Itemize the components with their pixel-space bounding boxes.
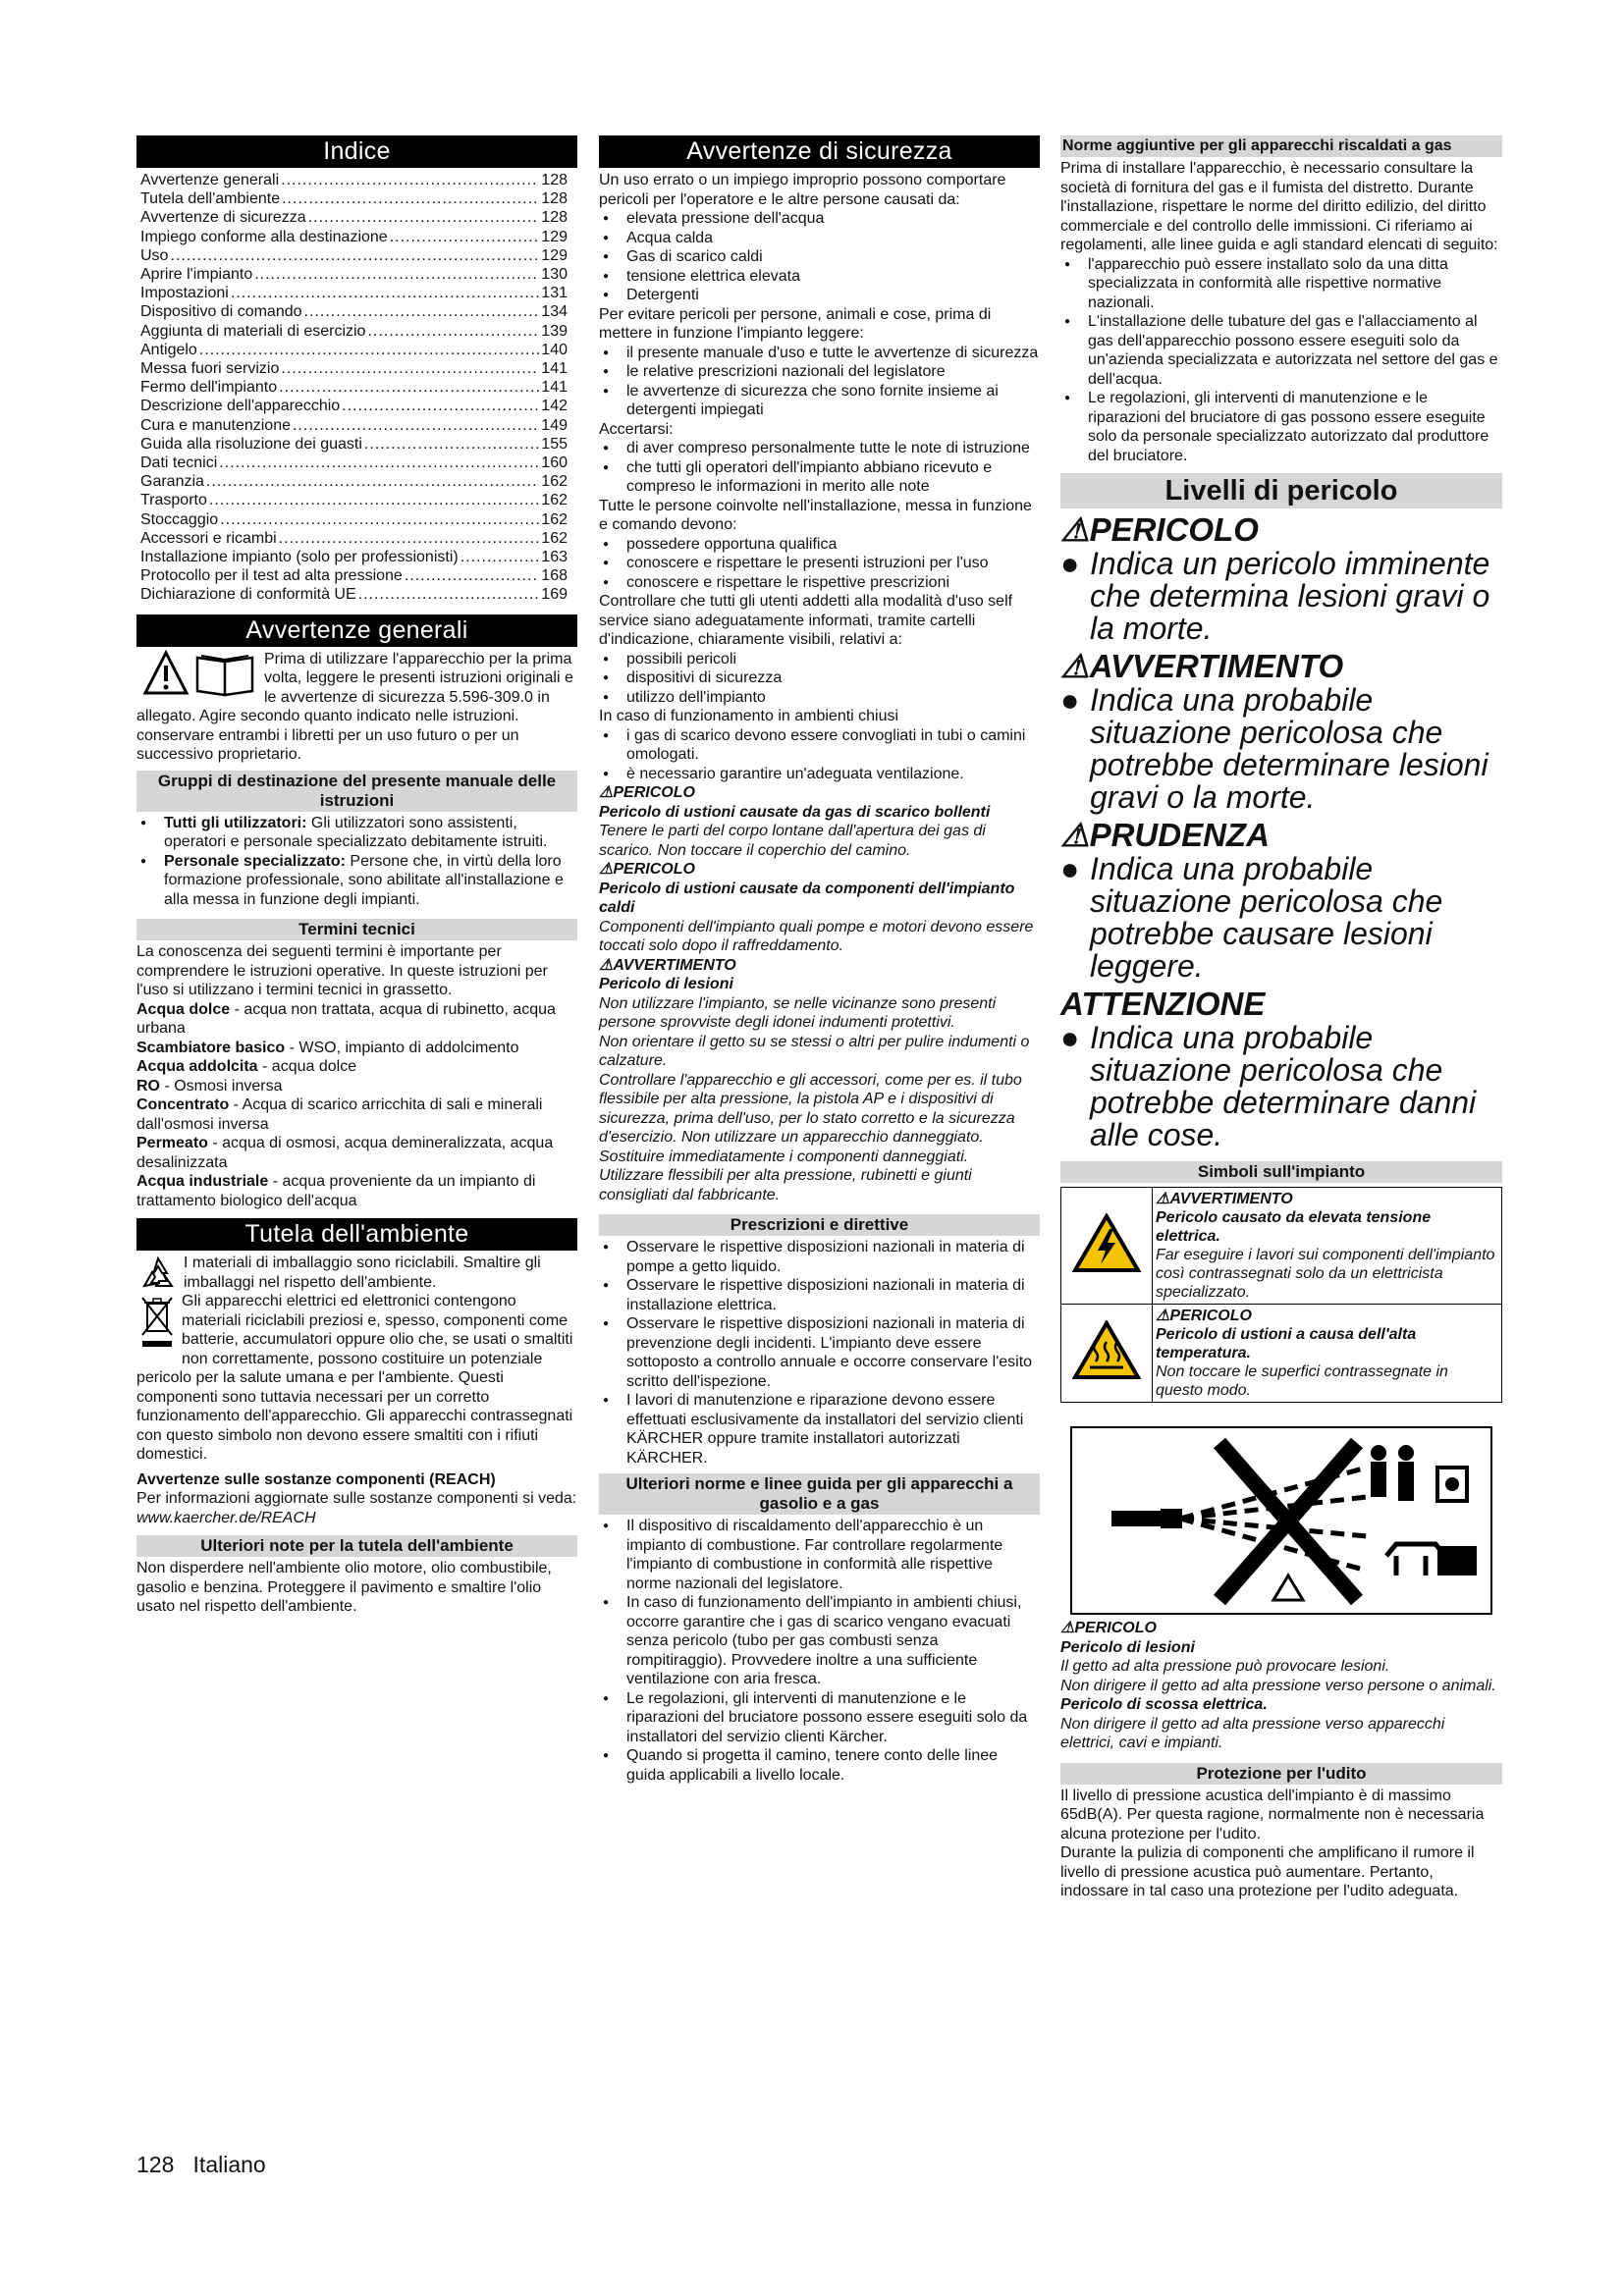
toc-entry-title: Garanzia — [140, 473, 204, 491]
toc-entry[interactable] — [136, 566, 577, 585]
control-list — [599, 650, 1040, 708]
list-item: ● Acqua calda — [599, 229, 1040, 248]
pict-text-2: Non dirigere il getto ad alta pressione verso persone o animali. — [1060, 1677, 1496, 1694]
toc-entry-title: Avvertenze di sicurezza — [140, 209, 306, 227]
level-1-text: ● Indica un pericolo imminente che determina lesioni gravi o la morte. — [1060, 548, 1502, 645]
levels-title: Livelli di pericolo — [1060, 473, 1502, 508]
toc-entry-page: 169 — [541, 586, 568, 604]
warning-3-title: Pericolo di lesioni — [599, 976, 733, 992]
crossed-bin-icon — [140, 1294, 174, 1351]
pictogram-no-spray — [1070, 1426, 1492, 1615]
toc-leader — [281, 359, 539, 378]
reach-link[interactable]: www.kaercher.de/REACH — [136, 1509, 316, 1526]
toc-entry-page: 142 — [541, 398, 568, 415]
toc-entry[interactable] — [136, 585, 577, 604]
level-3-label: ⚠PRUDENZA — [1060, 817, 1270, 853]
toc-leader — [405, 566, 539, 585]
toc-entry[interactable] — [136, 397, 577, 415]
control-intro: Controllare che tutti gli utenti addetti alla modalità d'uso self service siano adeguatamente informati, tramite cartelli d'indicazione, chiaramente visibili, relativi a: — [599, 593, 1013, 648]
toc-entry[interactable] — [136, 510, 577, 529]
toc-entry-page: 140 — [541, 341, 568, 358]
term-entry: Concentrato - Acqua di scarico arricchita di sali e minerali dall'osmosi inversa — [136, 1096, 543, 1133]
avoid-intro: Per evitare pericoli per persone, animali e cose, prima di mettere in funzione l'impianto leggere: — [599, 305, 992, 342]
list-item: ● le avvertenze di sicurezza che sono fornite insieme ai detergenti impiegati — [599, 382, 1040, 420]
high-voltage-icon — [1072, 1213, 1141, 1274]
toc-leader — [170, 246, 539, 265]
env-electronics: Gli apparecchi elettrici ed elettronici contengono materiali riciclabili preziosi e, spesso, componenti come batterie, accumulatori oppure olio che, se usati o smaltiti non correttamente, possono costituire un potenziale pericolo per la salute umana e per l'ambiente. Questi componenti sono tuttavia necessari per un corretto funzionamento dell'apparecchio. Gli apparecchi contrassegnati con questo simbolo non devono essere smaltiti con i rifiuti domestici. — [136, 1293, 573, 1464]
env-more-title: Ulteriori note per la tutela dell'ambiente — [136, 1535, 577, 1557]
toc-entry[interactable] — [136, 246, 577, 265]
hot-surface-icon — [1072, 1320, 1141, 1381]
warning-1-label: ⚠PERICOLO — [599, 784, 695, 801]
toc-leader — [279, 378, 539, 397]
term-entry: Acqua industriale - acqua proveniente da un impianto di trattamento biologico dell'acqua — [136, 1173, 536, 1209]
symbol-1-label: ⚠AVVERTIMENTO — [1156, 1191, 1293, 1207]
list-item: ● Gas di scarico caldi — [599, 247, 1040, 267]
symbol-2-title: Pericolo di ustioni a causa dell'alta temperatura. — [1156, 1326, 1417, 1362]
warning-3-text-2: Non orientare il getto su se stessi o altri per pulire indumenti o calzature. — [599, 1033, 1030, 1069]
toc-leader — [219, 454, 539, 472]
oil-title: Ulteriori norme e linee guida per gli apparecchi a gasolio e a gas — [599, 1473, 1040, 1515]
toc-entry-title: Avvertenze generali — [140, 172, 280, 188]
toc-entry[interactable] — [136, 472, 577, 491]
toc-leader — [364, 435, 539, 454]
list-item: ● l'apparecchio può essere installato solo da una ditta specializzata in conformità alle rispettive normative nazionali. — [1060, 255, 1502, 313]
toc-entry-page: 162 — [541, 529, 568, 547]
column-1 — [136, 135, 577, 1617]
toc-entry-page: 128 — [541, 190, 568, 208]
list-item: ● Le regolazioni, gli interventi di manutenzione e le riparazioni del bruciatore possono essere eseguiti solo da installatori del servizio clienti Kärcher. — [599, 1689, 1040, 1747]
toc-entry-title: Installazione impianto (solo per professionisti) — [140, 549, 459, 566]
term-entry: Acqua addolcita - acqua dolce — [136, 1058, 357, 1076]
toc-leader — [231, 284, 539, 302]
toc-entry-page: 155 — [541, 435, 568, 453]
toc-entry[interactable] — [136, 359, 577, 378]
toc-entry-title: Dispositivo di comando — [140, 303, 302, 321]
symbol-1-title: Pericolo causato da elevata tensione elettrica. — [1156, 1209, 1432, 1245]
toc-entry[interactable] — [136, 228, 577, 246]
toc-entry-title: Tutela dell'ambiente — [140, 190, 281, 208]
closed-intro: In caso di funzionamento in ambienti chiusi — [599, 708, 899, 724]
toc-entry-title: Impiego conforme alla destinazione — [140, 228, 388, 245]
column-3 — [1060, 135, 1502, 1901]
toc-entry-page: 162 — [541, 510, 568, 528]
toc-entry[interactable] — [136, 265, 577, 284]
toc-entry-title: Descrizione dell'apparecchio — [140, 398, 341, 415]
toc-leader — [460, 548, 540, 566]
toc-leader — [293, 416, 539, 435]
gas-intro: Prima di installare l'apparecchio, è necessario consultare la società di fornitura del gas e il fumista del distretto. Durante l'installazione, rispettare le norme del diritto edilizio, del diritto commerciale e del controllo delle immissioni. Ci riferiamo ai regolamenti, alle linee guida e agli standard elencati di seguito: — [1060, 160, 1498, 253]
level-1-label: ⚠PERICOLO — [1060, 511, 1259, 548]
toc-entry-page: 128 — [541, 172, 568, 188]
toc-leader — [342, 397, 539, 415]
warning-1-text: Tenere le parti del corpo lontane dall'apertura dei gas di scarico. Non toccare il coperchio del camino. — [599, 823, 986, 859]
ensure-intro: Accertarsi: — [599, 420, 674, 438]
toc-entry-page: 129 — [541, 246, 568, 264]
toc-entry[interactable] — [136, 189, 577, 208]
toc-leader — [206, 472, 539, 491]
toc-entry[interactable] — [136, 208, 577, 227]
list-item: ● il presente manuale d'uso e tutte le avvertenze di sicurezza — [599, 344, 1040, 363]
list-item: ● Tutti gli utilizzatori: Gli utilizzatori sono assistenti, operatori e personale specializzato debitamente istruiti. — [136, 814, 577, 852]
term-entry: Acqua dolce - acqua non trattata, acqua di rubinetto, acqua urbana — [136, 1000, 556, 1038]
toc-entry-page: 168 — [541, 567, 568, 585]
toc-entry-page: 128 — [541, 209, 568, 227]
warning-1-title: Pericolo di ustioni causate da gas di scarico bollenti — [599, 803, 991, 821]
list-item: ● le relative prescrizioni nazionali del legislatore — [599, 362, 1040, 382]
toc-leader — [304, 302, 540, 321]
no-spray-pictogram-icon — [1072, 1428, 1490, 1609]
gas-title: Norme aggiuntive per gli apparecchi riscaldati a gas — [1060, 135, 1502, 157]
list-item: ● è necessario garantire un'adeguata ventilazione. — [599, 765, 1040, 784]
term-entry: RO - Osmosi inversa — [136, 1077, 283, 1095]
toc-entry-page: 129 — [541, 228, 568, 245]
toc-leader — [358, 585, 540, 604]
toc-entry-page: 162 — [541, 492, 568, 509]
toc-entry-page: 160 — [541, 454, 568, 472]
list-item: ● di aver compreso personalmente tutte le note di istruzione — [599, 439, 1040, 458]
warning-2-text: Componenti dell'impianto quali pompe e motori devono essere toccati solo dopo il raffreddamento. — [599, 918, 1034, 954]
persons-list — [599, 535, 1040, 593]
safety-intro: Un uso errato o un impiego improprio possono comportare pericoli per l'operatore e le altre persone causati da: — [599, 172, 1006, 208]
level-3-text: ● Indica una probabile situazione pericolosa che potrebbe causare lesioni leggere. — [1060, 853, 1502, 983]
level-2-text: ● Indica una probabile situazione pericolosa che potrebbe determinare lesioni gravi o la morte. — [1060, 684, 1502, 814]
level-4-label: ATTENZIONE — [1060, 986, 1266, 1022]
list-item: ● possibili pericoli — [599, 650, 1040, 669]
list-item: ● elevata pressione dell'acqua — [599, 209, 1040, 229]
terms-intro: La conoscenza dei seguenti termini è importante per comprendere le istruzioni operative. In queste istruzioni per l'uso si utilizzano i termini tecnici in grassetto. — [136, 943, 548, 999]
term-entry: Scambiatore basico - WSO, impianto di addolcimento — [136, 1039, 519, 1056]
list-item: ● conoscere e rispettare le rispettive prescrizioni — [599, 573, 1040, 593]
level-4-text: ● Indica una probabile situazione pericolosa che potrebbe determinare danni alle cose. — [1060, 1022, 1502, 1151]
list-item: ● Le regolazioni, gli interventi di manutenzione e le riparazioni del bruciatore di gas possono essere eseguite solo da personale specializzato autorizzato dal produttore del bruciatore. — [1060, 389, 1502, 465]
toc-entry[interactable] — [136, 341, 577, 359]
warning-3-text-3: Controllare l'apparecchio e gli accessori, come per es. il tubo flessibile per alta pressione, la pistola AP e i dispositivi di sicurezza, prima dell'uso, per lo stato corretto e la sicurezza d'esercizio. Non utilizzare un apparecchio danneggiato. Sostituire immediatamente i componenti danneggiati. — [599, 1071, 1022, 1165]
list-item: ● Detergenti — [599, 286, 1040, 305]
list-item: ● tensione elettrica elevata — [599, 267, 1040, 287]
column-2 — [599, 135, 1040, 1785]
list-item: ● Il dispositivo di riscaldamento dell'apparecchio è un impianto di combustione. Far controllare regolarmente l'impianto di combustione in conformità alle rispettive norme nazionali del legislatore. — [599, 1517, 1040, 1593]
toc-entry[interactable] — [136, 454, 577, 472]
toc-leader — [279, 529, 540, 548]
regs-list — [599, 1238, 1040, 1468]
noise-text-2: Durante la pulizia di componenti che amplificano il rumore il livello di pressione acustica può aumentare. Pertanto, indossare in tal caso una protezione per l'udito adeguata. — [1060, 1844, 1475, 1899]
toc-entry-page: 163 — [541, 549, 568, 566]
list-item: ● i gas di scarico devono essere convogliati in tubi o camini omologati. — [599, 726, 1040, 765]
general-keep: conservare entrambi i libretti per un uso futuro o per un successivo proprietario. — [136, 726, 519, 764]
toc-entry-title: Cura e manutenzione — [140, 416, 291, 434]
toc-entry[interactable] — [136, 491, 577, 509]
symbols-title: Simboli sull'impianto — [1060, 1161, 1502, 1183]
environment-title: Tutela dell'ambiente — [136, 1218, 577, 1251]
toc-title: Indice — [136, 135, 577, 168]
toc-entry[interactable] — [136, 435, 577, 454]
level-2-label: ⚠AVVERTIMENTO — [1060, 648, 1344, 684]
gas-list — [1060, 255, 1502, 466]
toc-entry-title: Antigelo — [140, 341, 197, 358]
recycle-icon — [138, 1255, 178, 1291]
toc-entry-title: Stoccaggio — [140, 510, 219, 528]
toc-entry-page: 130 — [541, 266, 568, 284]
pict-text-3: Non dirigere il getto ad alta pressione verso apparecchi elettrici, cavi e impianti. — [1060, 1715, 1445, 1751]
toc-entry-title: Fermo dell'impianto — [140, 379, 278, 397]
toc-entry-page: 162 — [541, 473, 568, 491]
language-label: Italiano — [192, 2152, 266, 2177]
list-item: ● utilizzo dell'impianto — [599, 688, 1040, 708]
toc-entry[interactable] — [136, 548, 577, 566]
warning-manual-icon — [142, 650, 260, 697]
oil-list — [599, 1517, 1040, 1785]
toc-entry[interactable] — [136, 284, 577, 302]
warning-3-text-4: Utilizzare flessibili per alta pressione, rubinetti e giunti consigliati dal fabbricante. — [599, 1167, 972, 1203]
toc-entry-title: Impostazioni — [140, 285, 229, 302]
list-item: ● In caso di funzionamento dell'impianto in ambienti chiusi, occorre garantire che i gas di scarico vengano evacuati senza pericolo (tubo per gas combusti senza rompitiraggio). Provvedere inoltre a una sufficiente ventilazione con aria fresca. — [599, 1593, 1040, 1689]
toc-entry[interactable] — [136, 529, 577, 548]
groups-list — [136, 814, 577, 910]
list-item: ● Quando si progetta il camino, tenere conto delle linee guida applicabili a livello locale. — [599, 1746, 1040, 1785]
toc-leader — [390, 228, 540, 246]
hazards-list — [599, 209, 1040, 305]
list-item: ● possedere opportuna qualifica — [599, 535, 1040, 555]
ensure-list — [599, 439, 1040, 497]
warning-2-label: ⚠PERICOLO — [599, 861, 695, 878]
list-item: ● Osservare le rispettive disposizioni nazionali in materia di pompe a getto liquido. — [599, 1238, 1040, 1276]
pict-label: ⚠PERICOLO — [1060, 1620, 1157, 1636]
env-more-text: Non disperdere nell'ambiente olio motore, olio combustibile, gasolio e benzina. Proteggere il pavimento e smaltire l'olio usato nel rispetto dell'ambiente. — [136, 1560, 552, 1616]
pict-text-1: Il getto ad alta pressione può provocare lesioni. — [1060, 1658, 1390, 1675]
warning-2-title: Pericolo di ustioni causate da componenti dell'impianto caldi — [599, 880, 1015, 916]
toc-entry-page: 141 — [541, 360, 568, 378]
terms-title: Termini tecnici — [136, 919, 577, 940]
toc-leader — [254, 265, 539, 284]
toc-leader — [209, 491, 539, 509]
env-packaging: I materiali di imballaggio sono riciclabili. Smaltire gli imballaggi nel rispetto dell'ambiente. — [184, 1255, 541, 1291]
list-item: ● I lavori di manutenzione e riparazione devono essere effettuati esclusivamente da installatori del servizio clienti KÄRCHER oppure tramite installatori autorizzati KÄRCHER. — [599, 1391, 1040, 1468]
toc-entry-title: Dichiarazione di conformità UE — [140, 586, 356, 604]
toc-entry-page: 131 — [541, 285, 568, 302]
persons-intro: Tutte le persone coinvolte nell'installazione, messa in funzione e comando devono: — [599, 497, 1032, 533]
toc-leader — [367, 322, 539, 341]
list-item: ● conoscere e rispettare le presenti istruzioni per l'uso — [599, 554, 1040, 573]
term-entry: Permeato - acqua di osmosi, acqua demineralizzata, acqua desalinizzata — [136, 1135, 554, 1171]
list-item: ● che tutti gli operatori dell'impianto abbiano ricevuto e compreso le informazioni in merito alle note — [599, 458, 1040, 497]
pict-title-2: Pericolo di scossa elettrica. — [1060, 1696, 1268, 1713]
toc-entry-page: 139 — [541, 322, 568, 340]
noise-title: Protezione per l'udito — [1060, 1763, 1502, 1785]
closed-list — [599, 726, 1040, 784]
toc-leader — [199, 341, 539, 359]
regs-title: Prescrizioni e direttive — [599, 1214, 1040, 1236]
toc-entry[interactable] — [136, 378, 577, 397]
reach-title: Avvertenze sulle sostanze componenti (REACH) — [136, 1470, 496, 1488]
toc-entry-title: Accessori e ricambi — [140, 529, 277, 547]
toc-entry-title: Aggiunta di materiali di esercizio — [140, 322, 366, 340]
page-number: 128 — [136, 2152, 175, 2177]
toc-entry[interactable] — [136, 416, 577, 435]
toc-entry-title: Uso — [140, 246, 169, 264]
reach-text: Per informazioni aggiornate sulle sostanze componenti si veda: www.kaercher.de/REACH — [136, 1490, 577, 1526]
toc-entry[interactable] — [136, 322, 577, 341]
list-item: ● dispositivi di sicurezza — [599, 668, 1040, 688]
list-item: ● L'installazione delle tubature del gas e l'allacciamento al gas dell'apparecchio possono essere eseguiti solo da un'azienda specializzata e autorizzata nel settore del gas e dell'acqua. — [1060, 312, 1502, 389]
toc-leader — [220, 510, 539, 529]
toc-entry-title: Trasporto — [140, 492, 207, 509]
toc-entry-title: Guida alla risoluzione dei guasti — [140, 435, 362, 453]
symbol-2-text: Non toccare le superfici contrassegnate in questo modo. — [1156, 1363, 1448, 1399]
list-item: ● Osservare le rispettive disposizioni nazionali in materia di prevenzione degli incidenti. L'impianto deve essere sottoposto a controllo annuale e occorre conservare l'esito scritto dell'ispezione. — [599, 1314, 1040, 1391]
toc-entry[interactable] — [136, 171, 577, 189]
table-row — [1061, 1188, 1502, 1305]
toc-entry-title: Protocollo per il test ad alta pressione — [140, 567, 403, 585]
toc-entry[interactable] — [136, 302, 577, 321]
toc-entry-page: 134 — [541, 303, 568, 321]
safety-title: Avvertenze di sicurezza — [599, 135, 1040, 168]
toc-list — [136, 171, 577, 605]
list-item: ● Osservare le rispettive disposizioni nazionali in materia di installazione elettrica. — [599, 1276, 1040, 1314]
page-footer — [136, 2152, 266, 2177]
warning-3-text-1: Non utilizzare l'impianto, se nelle vicinanze sono presenti persone sprovviste degli idonei indumenti protettivi. — [599, 994, 997, 1031]
toc-entry-title: Messa fuori servizio — [140, 360, 280, 378]
toc-entry-page: 149 — [541, 416, 568, 434]
toc-entry-title: Aprire l'impianto — [140, 266, 253, 284]
noise-text-1: Il livello di pressione acustica dell'impianto è di massimo 65dB(A). Per questa ragione, normalmente non è necessaria alcuna protezione per l'udito. — [1060, 1787, 1485, 1842]
symbol-1-text: Far eseguire i lavori sui componenti dell'impianto così contrassegnati solo da un elettricista specializzato. — [1156, 1247, 1495, 1301]
toc-leader — [282, 189, 539, 208]
toc-entry-title: Dati tecnici — [140, 454, 218, 472]
pict-title-1: Pericolo di lesioni — [1060, 1638, 1195, 1656]
warning-3-label: ⚠AVVERTIMENTO — [599, 956, 736, 974]
avoid-list — [599, 344, 1040, 420]
toc-entry-page: 141 — [541, 379, 568, 397]
symbol-2-label: ⚠PERICOLO — [1156, 1308, 1252, 1324]
toc-leader — [308, 208, 540, 227]
general-intro: Prima di utilizzare l'apparecchio per la prima volta, leggere le presenti istruzioni originali e le avvertenze di sicurezza 5.596-309.0 in allegato. Agire secondo quanto indicato nelle istruzioni. — [136, 650, 573, 725]
groups-title: Gruppi di destinazione del presente manuale delle istruzioni — [136, 771, 577, 812]
general-title: Avvertenze generali — [136, 614, 577, 647]
terms-list — [136, 1000, 577, 1211]
toc-leader — [281, 171, 539, 189]
table-row — [1061, 1305, 1502, 1403]
symbols-table — [1060, 1187, 1502, 1403]
list-item: ● Personale specializzato: Persone che, in virtù della loro formazione professionale, sono abilitate all'installazione e alla messa in funzione degli impianti. — [136, 852, 577, 910]
